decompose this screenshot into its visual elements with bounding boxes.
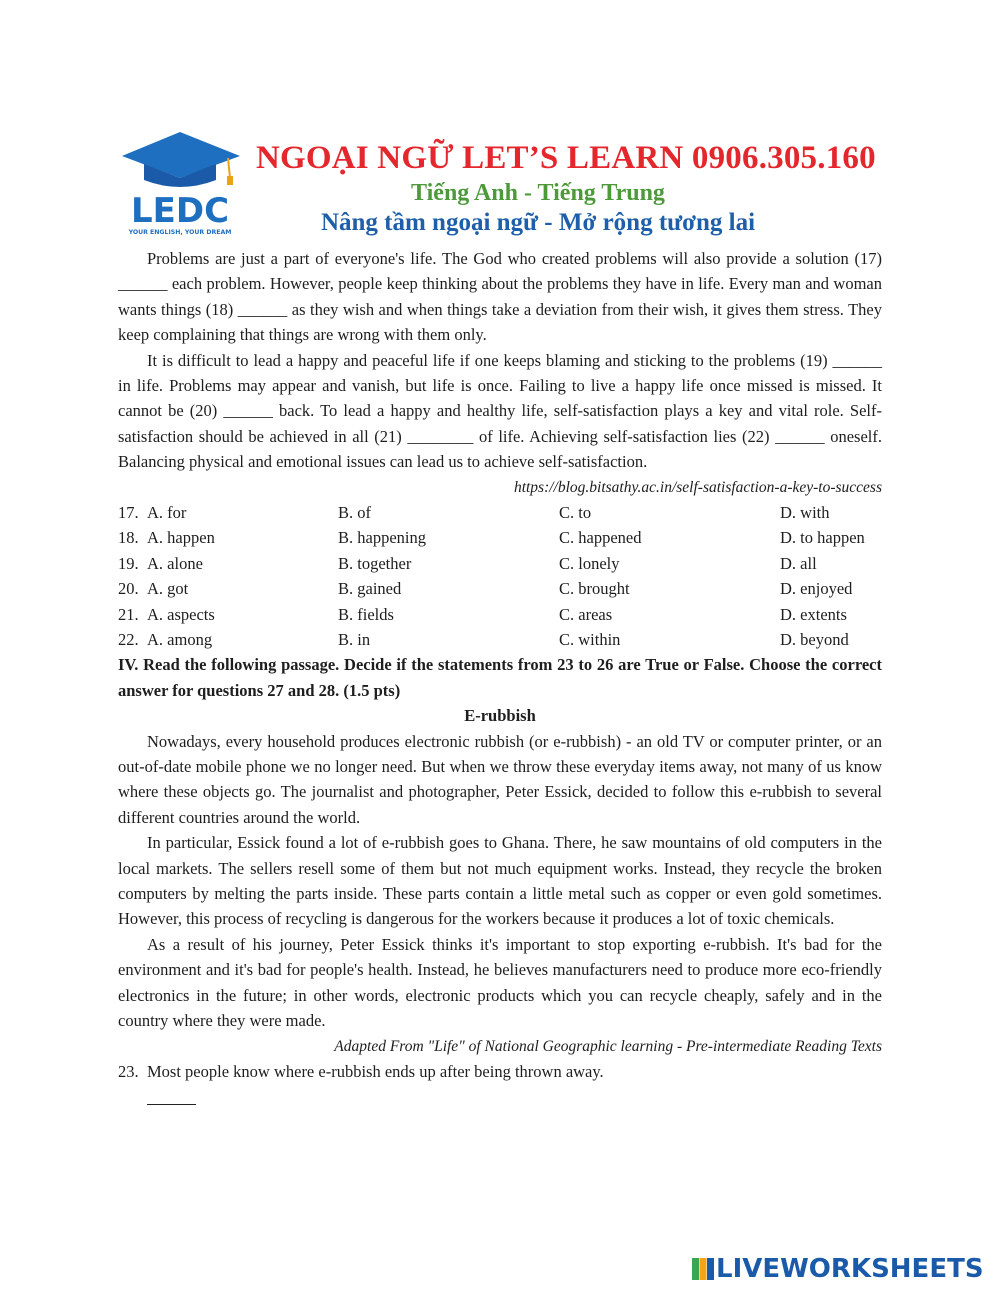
option-b[interactable]: B. of	[338, 503, 371, 523]
option-d[interactable]: D. beyond	[780, 630, 849, 650]
option-c[interactable]: C. within	[559, 630, 621, 650]
option-a[interactable]: A. happen	[147, 528, 215, 548]
option-d[interactable]: D. enjoyed	[780, 579, 853, 599]
option-a[interactable]: A. got	[147, 579, 189, 599]
passage2-source: Adapted From "Life" of National Geographic learning - Pre-intermediate Reading Texts	[334, 1037, 882, 1055]
header-slogan: Nâng tầm ngoại ngữ - Mở rộng tương lai	[320, 209, 756, 236]
header	[118, 128, 888, 240]
option-b[interactable]: B. fields	[338, 604, 394, 624]
option-d[interactable]: D. with	[780, 503, 830, 523]
option-c[interactable]: C. happened	[559, 528, 642, 548]
question-number: 22.	[118, 630, 139, 650]
section-4-instruction: IV. Read the following passage. Decide if the statements from 23 to 26 are True or False. Choose the correct answer for questions 27 and 28. (1.5 pts)	[118, 655, 882, 700]
option-a[interactable]: A. alone	[147, 553, 203, 573]
option-c[interactable]: C. brought	[559, 579, 630, 599]
answer-blank-23[interactable]	[147, 1084, 882, 1109]
logo-text: LEDC	[130, 191, 230, 231]
question-row-18	[118, 525, 882, 550]
passage1-paragraph-1: Problems are just a part of everyone's life. The God who created problems will also provide a solution (17) ______ each problem. However, people keep thinking about the problems they have in life. Every man and woman wants things (18) ______ as they wish and when things take a deviation from their wish, it gives them stress. They keep complaining that things are wrong with them only.	[118, 249, 882, 345]
option-b[interactable]: B. together	[338, 553, 412, 573]
option-d[interactable]: D. extents	[780, 604, 847, 624]
question-number: 18.	[118, 528, 139, 548]
passage1-source: https://blog.bitsathy.ac.in/self-satisfaction-a-key-to-success	[513, 478, 882, 496]
question-text: Most people know where e-rubbish ends up after being thrown away.	[147, 1061, 604, 1081]
question-number: 21.	[118, 604, 139, 624]
option-c[interactable]: C. areas	[559, 604, 613, 624]
option-d[interactable]: D. all	[780, 553, 817, 573]
logo-tagline: YOUR ENGLISH, YOUR DREAM	[128, 229, 232, 236]
passage2-title: E-rubbish	[464, 706, 536, 726]
option-b[interactable]: B. gained	[338, 579, 402, 599]
option-a[interactable]: A. for	[147, 503, 187, 523]
question-row-21	[118, 602, 882, 627]
question-number: 17.	[118, 503, 139, 523]
liveworksheets-brand	[692, 1254, 992, 1286]
passage1-paragraph-2: It is difficult to lead a happy and peaceful life if one keeps blaming and sticking to the problems (19) ______ in life. Problems may appear and vanish, but life is once. Failing to live a happy life once missed is missed. It cannot be (20) ______ back. To lead a happy and healthy life, self-satisfaction plays a key and vital role. Self-satisfaction should be achieved in all (21) ________ of life. Achieving self-satisfaction lies (22) ______ oneself. Balancing physical and emotional issues can lead us to achieve self-satisfaction.	[118, 350, 882, 472]
question-23	[118, 1059, 882, 1084]
passage2-paragraph-1: Nowadays, every household produces electronic rubbish (or e-rubbish) - an old TV or computer printer, or an out-of-date mobile phone we no longer need. But when we throw these everyday items away, not many of us know where these objects go. The journalist and photographer, Peter Essick, decided to follow this e-rubbish to several different countries around the world.	[118, 731, 882, 827]
option-c[interactable]: C. to	[559, 503, 592, 523]
liveworksheets-icon	[692, 1258, 714, 1280]
question-number: 19.	[118, 553, 139, 573]
question-number: 20.	[118, 579, 139, 599]
option-c[interactable]: C. lonely	[559, 553, 620, 573]
question-row-17	[118, 500, 882, 525]
option-b[interactable]: B. happening	[338, 528, 426, 548]
question-row-20	[118, 576, 882, 601]
question-row-19	[118, 551, 882, 576]
option-b[interactable]: B. in	[338, 630, 371, 650]
header-subtitle: Tiếng Anh - Tiếng Trung	[411, 180, 665, 206]
options-table	[118, 500, 882, 652]
graduation-cap-icon	[122, 132, 240, 178]
worksheet-content	[118, 246, 882, 1109]
option-d[interactable]: D. to happen	[780, 528, 865, 548]
option-a[interactable]: A. aspects	[147, 604, 215, 624]
question-number: 23.	[118, 1061, 139, 1081]
question-row-22	[118, 627, 882, 652]
liveworksheets-text: LIVEWORKSHEETS	[716, 1254, 984, 1284]
header-title: NGOẠI NGỮ LET’S LEARN 0906.305.160	[256, 140, 876, 176]
passage2-paragraph-3: As a result of his journey, Peter Essick thinks it's important to stop exporting e-rubbish. It's bad for the environment and it's bad for people's health. Instead, he believes manufacturers need to produce more eco-friendly electronics in the future; in other words, electronic products which you can recycle cheaply, safely and in the country where they were made.	[118, 934, 882, 1031]
passage2-paragraph-2: In particular, Essick found a lot of e-rubbish goes to Ghana. There, he saw mountains of old computers in the local markets. The sellers resell some of them but not much equipment works. Instead, they recycle the broken computers by melting the parts inside. These parts contain a little metal such as copper or even gold sometimes. However, this process of recycling is dangerous for the workers because it produces a lot of toxic chemicals.	[118, 833, 882, 929]
option-a[interactable]: A. among	[147, 630, 213, 650]
